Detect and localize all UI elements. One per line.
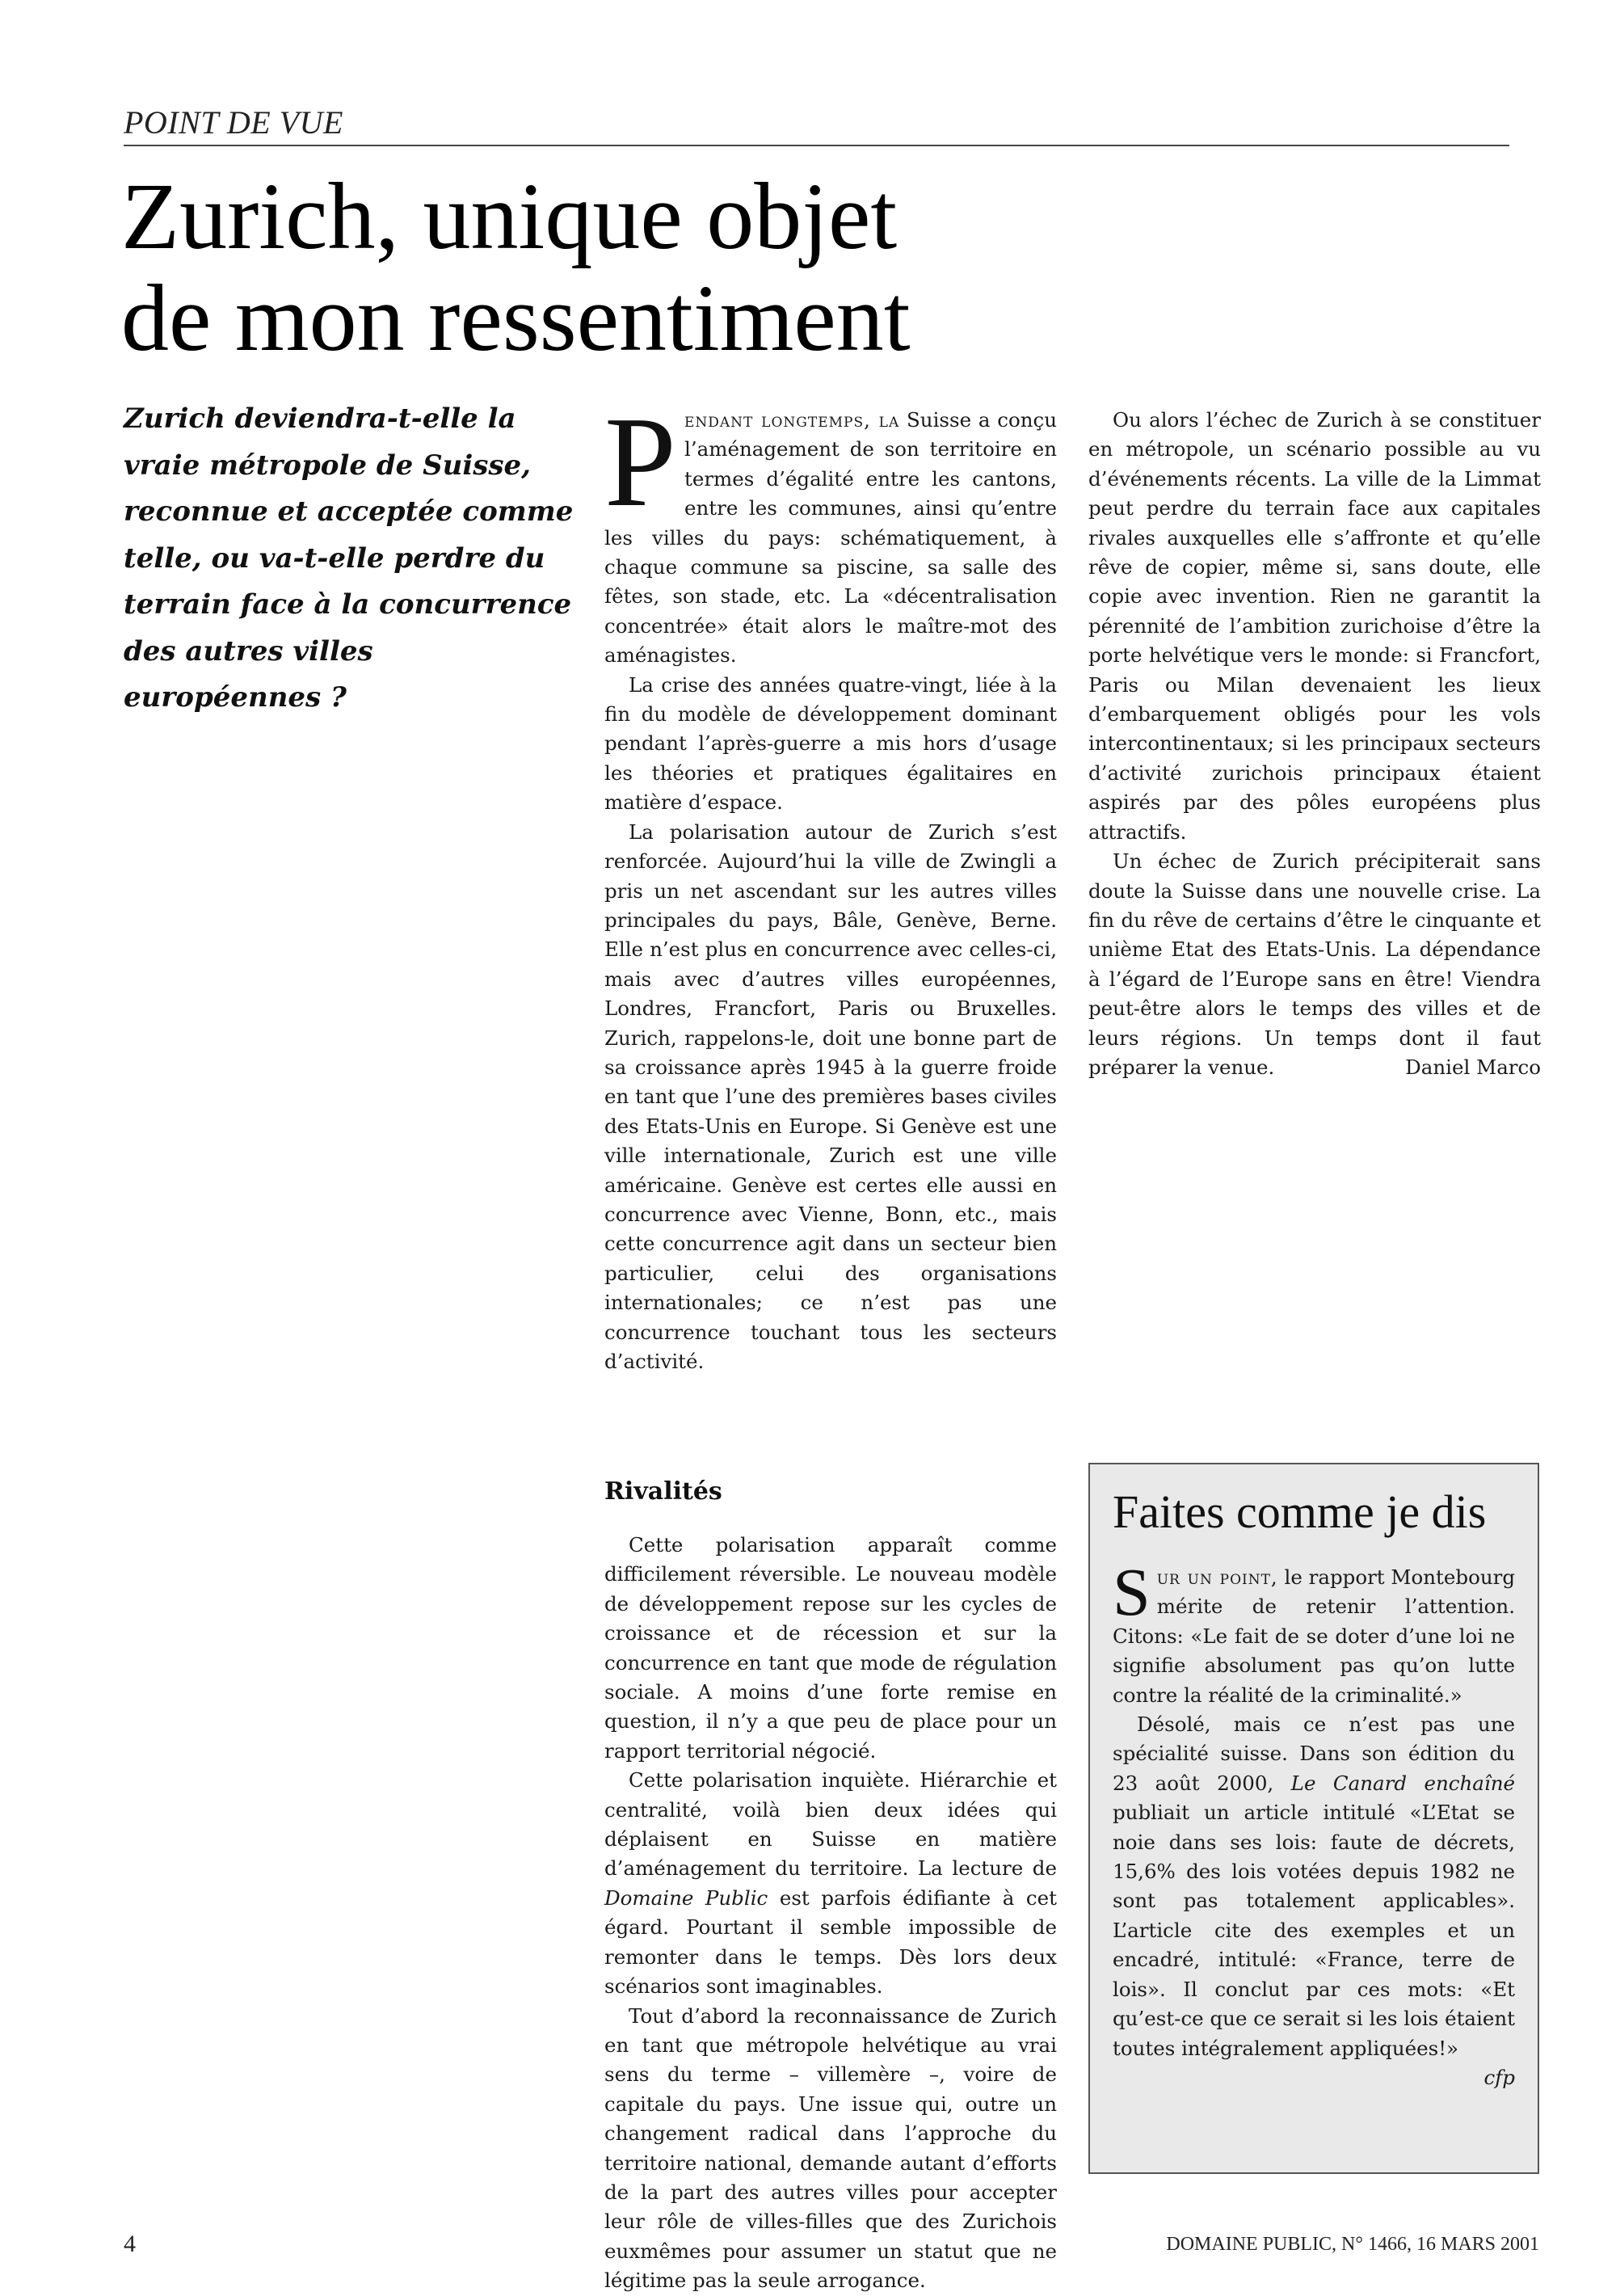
article-column-1 <box>604 390 1057 1376</box>
article-title <box>121 163 1091 371</box>
paragraph-text: le rapport Montebourg mérite de retenir l’attention. Citons: «Le fait de se doter d’une loi ne signifie absolument pas qu’on lutte contre la réalité de la criminalité.» <box>1113 1565 1516 1707</box>
opening-smallcaps: ur un point, <box>1156 1565 1278 1589</box>
publication-name: Domaine Public <box>604 1885 768 1910</box>
opening-smallcaps: endant longtemps, la <box>684 408 900 432</box>
paragraph <box>1113 1555 1516 1710</box>
publication-name: Le Canard enchaîné <box>1290 1771 1515 1795</box>
article-column-2 <box>1088 406 1541 1082</box>
paragraph <box>1088 847 1541 1082</box>
paragraph: Ou alors l’échec de Zurich à se constituer en métropole, un scénario possible au vu d’événements récents. La ville de la Limmat peut perdre du terrain face aux capitales rivales auxquelles elle s’affronte et qu’elle rêve de copier, même si, sans doute, elle copie avec invention. Rien ne garantit la pérennité de l’ambition zurichoise d’être la porte helvétique vers le monde: si Francfort, Paris ou Milan devenaient les lieux d’embarquement obligés pour les vols intercontinentaux; si les principaux secteurs d’activité zurichois principaux étaient aspirés par des pôles européens plus attractifs. <box>1088 408 1541 844</box>
paragraph-text: publiait un article intitulé «L’Etat se noie dans ses lois: faute de décrets, 15,6% des lois votées depuis 1982 ne sont pas totalement applicables». L’article cite des exemples et un encadré, intitulé: «France, terre de lois». Il conclut par ces mots: «Et qu’est-ce que ce serait si les lois étaient toutes intégralement appliquées!» <box>1113 1801 1515 2060</box>
paragraph-text: est parfois édifiante à cet égard. Pourtant il semble impossible de remonter dans le temps. Dès lors deux scénarios sont imaginables. <box>604 1885 1057 1999</box>
section-kicker: POINT DE VUE <box>124 103 1509 146</box>
paragraph-text: Cette polarisation inquiète. Hiérarchie et centralité, voilà bien deux idées qui déplaisent en Suisse en matière d’aménagement du territoire. La lecture de <box>604 1768 1057 1881</box>
title-line-2: de mon ressentiment <box>121 265 911 371</box>
subheading: Rivalités <box>604 1477 722 1506</box>
page-number: 4 <box>124 2231 136 2257</box>
sidebar-title: Faites comme je dis <box>1113 1485 1487 1538</box>
paragraph: La crise des années quatre-vingt, liée à la fin du modèle de développement dominant pendant l’après-guerre a mis hors d’usage les théories et pratiques égalitaires en matière d’espace. <box>604 672 1057 815</box>
sidebar-signature: cfp <box>1483 2065 1515 2089</box>
paragraph-text: Suisse a conçu l’aménagement de son territoire en termes d’égalité entre les cantons, entre les communes, ainsi qu’entre les villes du pays: schématiquement, à chaque commune sa piscine, sa salle des fêtes, son stade, etc. La «décentralisation concentrée» était alors le maître-mot des aménagistes. <box>604 408 1057 668</box>
paragraph-text: Désolé, mais ce n’est pas une spécialité suisse. Dans son édition du 23 août 2000, <box>1113 1713 1515 1795</box>
paragraph: Tout d’abord la reconnaissance de Zurich en tant que métropole helvétique au vrai sens du terme – villemère –, voire de capitale du pays. Une issue qui, outre un changement radical dans l’approche du territoire national, demande autant d’efforts de la part des autres villes pour accepter leur rôle de villes-filles que des Zurichois euxmêmes pour assumer un statut que ne légitime pas la seule arrogance. <box>604 2003 1057 2293</box>
paragraph: Cette polarisation apparaît comme difficilement réversible. Le nouveau modèle de développement repose sur les cycles de croissance et de récession et sur la concurrence en tant que mode de régulation sociale. A moins d’une forte remise en question, il n’y a que peu de place pour un rapport territorial négocié. <box>604 1533 1057 1763</box>
paragraph <box>1113 1710 1515 2063</box>
paragraph: La polarisation autour de Zurich s’est renforcée. Aujourd’hui la ville de Zwingli a pris un net ascendant sur les autres villes principales du pays, Bâle, Genève, Berne. Elle n’est plus en concurrence avec celles-ci, mais avec d’autres villes européennes, Londres, Francfort, Paris ou Bruxelles. Zurich, rappelons-le, doit une bonne part de sa croissance après 1945 à la guerre froide en tant que l’une des premières bases civiles des Etats-Unis en Europe. Si Genève est une ville internationale, Zurich est une ville américaine. Genève est certes elle aussi en concurrence avec Vienne, Bonn, etc., mais cette concurrence agit dans un secteur bien particulier, celui des organisations internationales; ce n’est pas une concurrence touchant tous les secteurs d’activité. <box>604 819 1057 1373</box>
sidebar-box <box>1088 1463 1539 2174</box>
paragraph <box>604 1766 1057 2001</box>
paragraph-text: Un échec de Zurich précipiterait sans doute la Suisse dans une nouvelle crise. La fin du rêve de certains d’être le cinquante et unième Etat des Etats-Unis. La dépendance à l’égard de l’Europe sans en être! Viendra peut-être alors le temps des villes et de leurs régions. Un temps dont il faut préparer la venue. <box>1088 849 1541 1079</box>
article-lead: Zurich deviendra-t-elle la vraie métropole de Suisse, reconnue et acceptée comme telle, ou va-t-elle perdre du terrain face à la concurrence des autres villes européennes ? <box>124 402 574 714</box>
sidebar-body <box>1113 1555 1516 2092</box>
drop-cap: S <box>1113 1555 1151 1630</box>
author-signature: Daniel Marco <box>1405 1055 1541 1079</box>
drop-cap: P <box>604 390 676 533</box>
article-column-1-continued <box>604 1531 1057 2296</box>
publication-info: DOMAINE PUBLIC, N° 1466, 16 MARS 2001 <box>1166 2234 1539 2255</box>
title-line-1: Zurich, unique objet <box>121 163 898 269</box>
paragraph <box>604 390 1057 671</box>
